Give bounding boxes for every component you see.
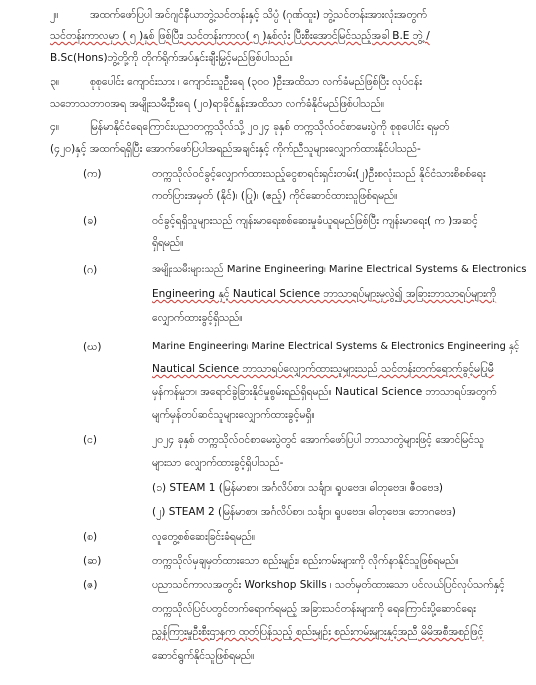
- list-item-line: ဆောင်ရွက်နိုင်သူဖြစ်ရမည်။: [152, 650, 255, 662]
- list-item-line: (၂) STEAM 2 (မြန်မာစာ၊ အင်္ဂလိပ်စာ၊ သင်္ချာ၊ ရူပဗေဒ၊ ဓါတုဗေဒ၊ ဘောဂဗေဒ): [152, 506, 456, 518]
- paragraph-number: ၄။: [50, 121, 60, 133]
- list-item-marker: (င): [83, 434, 98, 446]
- list-item-line: ပညာသင်ကာလအတွင်း Workshop Skills ၊ သတ်မှတ်ထားသော ပင်လယ်ပြင်လုပ်သက်နှင့်: [152, 579, 505, 591]
- list-item-marker: (ဂ): [83, 264, 98, 276]
- list-item-line: ၂၀၂၄ ခုနှစ် တက္ကသိုလ်ဝင်စာမေးပွဲတွင် အောက်ဖော်ပြပါ ဘာသာတွဲများဖြင့် အောင်မြင်သူ: [152, 434, 485, 446]
- paragraph-line: မြန်မာနိုင်ငံရေကြောင်းပညာတက္ကသိုလ်သို့ ၂၀၂၄ ခုနှစ် တက္ကသိုလ်ဝင်စာမေးပွဲကို စုစုပေါင်း ရမှတ်: [90, 121, 450, 133]
- list-item-marker: (စ): [83, 531, 98, 543]
- list-item-line: Marine Engineering၊ Marine Electrical Systems & Electronics Engineering နှင့်: [152, 341, 520, 352]
- list-item-line: အမျိုးသမီးများသည် Marine Engineering၊ Marine Electrical Systems & Electronics: [152, 264, 527, 275]
- list-item-line: ကတ်ပြားအမှတ် (နိုင်)၊ (ပြု)၊ (ဧည့်) ကိုင်ဆောင်ထားသူဖြစ်ရမည်။: [152, 190, 398, 202]
- paragraph-line: သင်တန်းကာလမှာ ( ၅ )နှစ် ဖြစ်ပြီး၊ သင်တန်းကာလ( ၅ )နှစ်လုံး ပြီးစီးအောင်မြင်သည့်အခါ B.E ဘွဲ့ /: [50, 30, 430, 42]
- list-item-line: လူတွေ့စစ်ဆေးခြင်းခံရမည်။: [152, 531, 256, 543]
- paragraph-line: သဘောသဘာဝအရ အမျိုးသမီးဦးရေ (၂၀)ရာခိုင်နှုန်းအထိသာ လက်ခံနိုင်မည်ဖြစ်ပါသည်။: [50, 98, 385, 110]
- list-item-line: လျှောက်ထားခွင့်ရှိသည်။: [152, 312, 243, 324]
- list-item-line: တက္ကသိုလ်ပြင်ပတွင်တက်ရောက်ရမည့် အခြားသင်တန်းများကို ရေကြောင်းပို့ဆောင်ရေး: [152, 603, 476, 615]
- paragraph-line: စုစုပေါင်း ကျောင်းသား ၊ ကျောင်းသူဦးရေ (၃၀၀ )ဦးအထိသာ လက်ခံမည်ဖြစ်ပြီး လုပ်ငန်း: [90, 76, 422, 88]
- list-item-line: (၁) STEAM 1 (မြန်မာစာ၊ အင်္ဂလိပ်စာ၊ သင်္ချာ၊ ရူပဗေဒ၊ ဓါတုဗေဒ၊ ဇီဝဗေဒ): [152, 482, 444, 494]
- list-item-marker: (ဃ): [83, 341, 102, 353]
- list-item-line: များသာ လျှောက်ထားခွင့်ရှိပါသည်-: [152, 457, 284, 469]
- paragraph-line: (၄၂၀)နှင့် အထက်ရရှိပြီး အောက်ဖော်ပြပါအရည်အချင်းနှင့် ကိုက်ညီသူများလျှောက်ထားနိုင်ပါသည်-: [50, 143, 421, 155]
- list-item-line: Nautical Science ဘာသာရပ်လျှောက်ထားသူများသည် သင်တန်းတက်ရောက်ခွင့်မပြုမီ: [152, 363, 494, 375]
- paragraph-line: အထက်ဖော်ပြပါ အင်ဂျင်နီယာဘွဲ့သင်တန်းနှင့် သိပ္ပံ (ဂုဏ်ထူး) ဘွဲ့သင်တန်းအားလုံးအတွက်: [90, 9, 427, 21]
- list-item-line: တက္ကသိုလ်မှချမှတ်ထားသော စည်းမျဉ်း၊ စည်းကမ်းများကို လိုက်နာနိုင်သူဖြစ်ရမည်။: [152, 555, 459, 567]
- list-item-line: ညွှန်ကြားမှုဦးစီးဌာနက ထုတ်ပြန်သည့် စည်းမျဉ်း စည်းကမ်းများနှင့်အညီ မိမိအစီအစဉ်ဖြင့်: [152, 626, 484, 638]
- list-item-marker: (ခ): [83, 215, 98, 227]
- list-item-line: တက္ကသိုလ်ဝင်ခွင့်လျှောက်ထားသည့်ငွေစာရင်းရှင်းတမ်း(၂)ဦးစလုံးသည် နိုင်ငံသားစိစစ်ရေး: [152, 168, 486, 180]
- list-item-line: မျက်မှန်တပ်ဆင်သူများလျှောက်ထားခွင့်မရှိ။: [152, 409, 315, 421]
- paragraph-number: ၂။: [50, 9, 59, 21]
- list-item-line: Engineering နှင့် Nautical Science ဘာသာရပ်များမှလွဲ၍ အခြားဘာသာရပ်များကို: [152, 288, 497, 300]
- list-item-marker: (ဆ): [83, 555, 102, 567]
- list-item-line: ရှိရမည်။: [152, 237, 184, 249]
- paragraph-number: ၃။: [50, 76, 60, 88]
- list-item-line: ဝင်ခွင့်ရရှိသူများသည် ကျန်းမာရေးစစ်ဆေးမှုခံယူရမည်ဖြစ်ပြီး ကျန်းမာရေး( က )အဆင့်: [152, 215, 478, 227]
- list-item-line: မှန်ကန်မှုဘ၊ အရောင်ခွဲခြားနိုင်မှုစွမ်းရည်ရှိရမည်။ Nautical Science ဘာသာရပ်အတွက်: [152, 386, 497, 398]
- list-item-marker: (ဇ): [83, 579, 98, 591]
- list-item-marker: (က): [83, 168, 102, 180]
- paragraph-line: B.Sc(Hons)ဘွဲ့တို့ကို တိုက်ရိုက်အပ်နှင်းချီးမြှင့်မည်ဖြစ်ပါသည်။: [50, 52, 293, 64]
